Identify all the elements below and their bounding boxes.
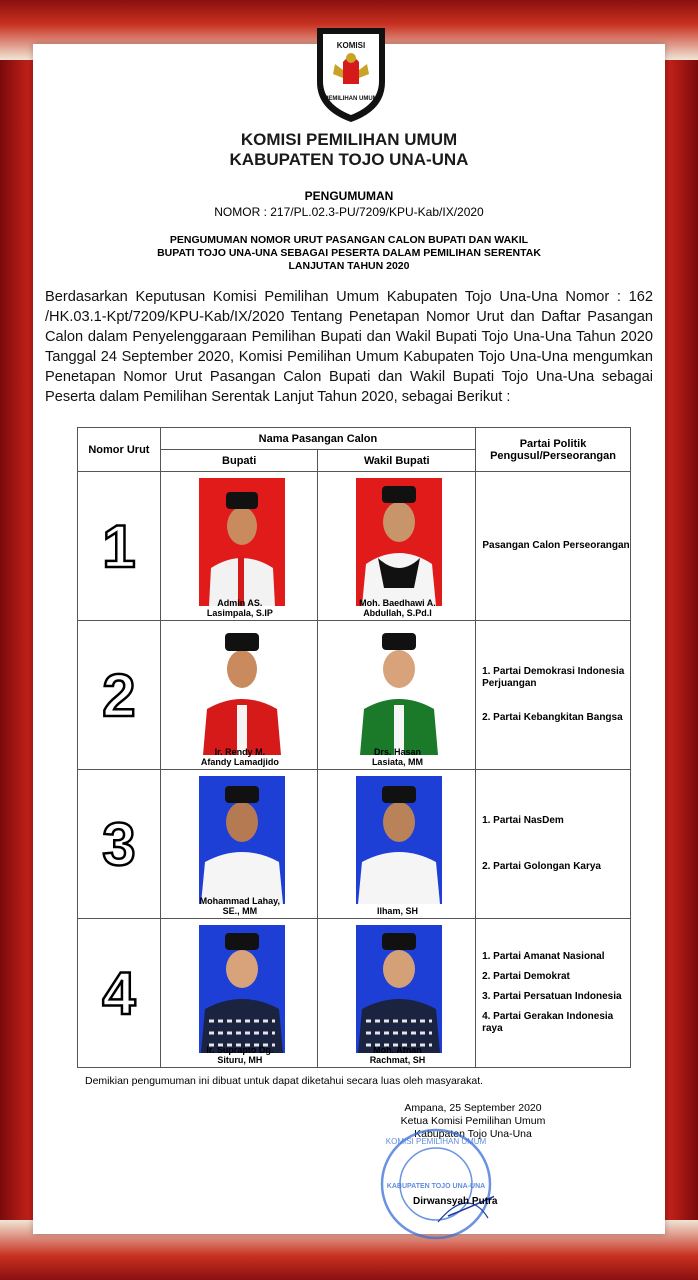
party-cell: [476, 770, 631, 919]
announcement-number: NOMOR : 217/PL.02.3-PU/7209/KPU-Kab/IX/2020: [214, 205, 484, 219]
vice-name: Moh. Afnan Rachmat, SH: [369, 1045, 426, 1065]
stamp-ring-text: KOMISI PEMILIHAN UMUM: [385, 1137, 487, 1146]
vice-photo: [356, 925, 442, 1053]
regent-photo: [199, 925, 285, 1053]
candidate-number: 3: [78, 770, 161, 919]
party-item: 2. Partai Golongan Karya: [482, 861, 601, 872]
regent-cell: [160, 621, 318, 770]
vice-photo: [356, 776, 442, 904]
col-number-header: Nomor Urut: [78, 428, 161, 472]
table-header-row: [78, 428, 631, 450]
org-name-line1: KOMISI PEMILIHAN UMUM: [240, 130, 458, 149]
vice-cell: [318, 621, 476, 770]
party-item: 2. Partai Kebangkitan Bangsa: [482, 712, 623, 723]
signer-role-line1: Ketua Komisi Pemilihan Umum: [400, 1115, 546, 1127]
signer-name: Dirwansyah Putra: [413, 1196, 498, 1207]
subject-line-1: PENGUMUMAN NOMOR URUT PASANGAN CALON BUPATI DAN WAKIL: [169, 234, 529, 246]
party-item: 3. Partai Persatuan Indonesia: [482, 991, 622, 1002]
party-cell: [476, 919, 631, 1068]
vice-name: Ilham, SH: [376, 906, 418, 916]
col-regent-header: Bupati: [160, 450, 318, 472]
party-item: 4. Partai Gerakan Indonesia raya: [482, 1011, 614, 1034]
col-party-header: Partai Politik Pengusul/Perseorangan: [476, 428, 631, 472]
col-pair-header: Nama Pasangan Calon: [160, 428, 475, 450]
regent-photo: [199, 627, 285, 755]
party-item: 1. Partai NasDem: [482, 815, 564, 826]
regent-cell: [160, 919, 318, 1068]
regent-cell: [160, 770, 318, 919]
subject-line-2: BUPATI TOJO UNA-UNA SEBAGAI PESERTA DALAM PEMILIHAN SERENTAK: [157, 247, 541, 259]
logo-bottom-text: PEMILIHAN UMUM: [324, 96, 378, 102]
stamp-center-text: KABUPATEN TOJO UNA-UNA: [386, 1183, 486, 1190]
regent-photo: [199, 478, 285, 606]
body-paragraph: Berdasarkan Keputusan Komisi Pemilihan Umum Kabupaten Tojo Una-Una Nomor : 162 /HK.03.1-Kpt/7209/KPU-Kab/IX/2020 Tentang Penetapan Nomor Urut dan Daftar Pasangan Calon dalam Penyelenggaraan Pemilihan Bupati dan Wakil Bupati Tojo Una-Una Tahun 2020 Tanggal 24 September 2020, Komisi Pemilihan Umum Kabupaten Tojo Una-Una mengumkan Penetapan Nomor Urut Pasangan Calon Bupati dan Wakil Bupati Tojo Una-Una sebagai Peserta dalam Pemilihan Serentak Lanjut Tahun 2020, sebagai Berikut :: [45, 289, 653, 405]
vice-photo: [356, 627, 442, 755]
vice-name: Moh. Baedhawi A. Abdullah, S.Pd.I: [359, 598, 436, 618]
table-row: [78, 472, 631, 621]
table-row: [78, 919, 631, 1068]
org-name-line2: KABUPATEN TOJO UNA-UNA: [229, 150, 469, 169]
announcement-title: PENGUMUMAN: [304, 189, 394, 203]
announcement-subject: [93, 234, 605, 273]
col-vice-header: Wakil Bupati: [318, 450, 476, 472]
candidates-table: [77, 427, 631, 1068]
official-stamp: [378, 1126, 494, 1242]
regent-name: Ir. Suprapto Dg. Situru, MH: [206, 1045, 274, 1065]
candidate-number: 4: [78, 919, 161, 1068]
vice-cell: [318, 472, 476, 621]
place-date: Ampana, 25 September 2020: [404, 1102, 542, 1114]
table-row: [78, 621, 631, 770]
vice-photo: [356, 478, 442, 606]
party-cell: [476, 621, 631, 770]
regent-name: Admin AS. Lasimpala, S.IP: [206, 598, 273, 618]
logo-top-text: KOMISI: [336, 41, 366, 50]
subject-line-3: LANJUTAN TAHUN 2020: [288, 260, 410, 272]
party-cell: [476, 472, 631, 621]
regent-name: Mohammad Lahay, SE., MM: [199, 896, 281, 916]
vice-cell: [318, 770, 476, 919]
regent-cell: [160, 472, 318, 621]
regent-photo: [199, 776, 285, 904]
announcement-document: [33, 41, 665, 1234]
signer-role-line2: Kabupaten Tojo Una-Una: [414, 1128, 532, 1140]
regent-name: Ir. Rendy M. Afandy Lamadjido: [200, 747, 279, 767]
kpu-logo: [309, 24, 393, 124]
candidate-number: 1: [78, 472, 161, 621]
vice-name: Drs. Hasan Lasiata, MM: [371, 747, 423, 767]
party-item: 2. Partai Demokrat: [482, 971, 570, 982]
party-item: 1. Partai Amanat Nasional: [482, 951, 605, 962]
party-item: 1. Partai Demokrasi Indonesia Perjuangan: [482, 666, 625, 689]
candidate-number: 2: [78, 621, 161, 770]
vice-cell: [318, 919, 476, 1068]
party-item: Pasangan Calon Perseorangan: [482, 540, 630, 551]
table-row: [78, 770, 631, 919]
closing-note: Demikian pengumuman ini dibuat untuk dapat diketahui secara luas oleh masyarakat.: [85, 1075, 484, 1087]
